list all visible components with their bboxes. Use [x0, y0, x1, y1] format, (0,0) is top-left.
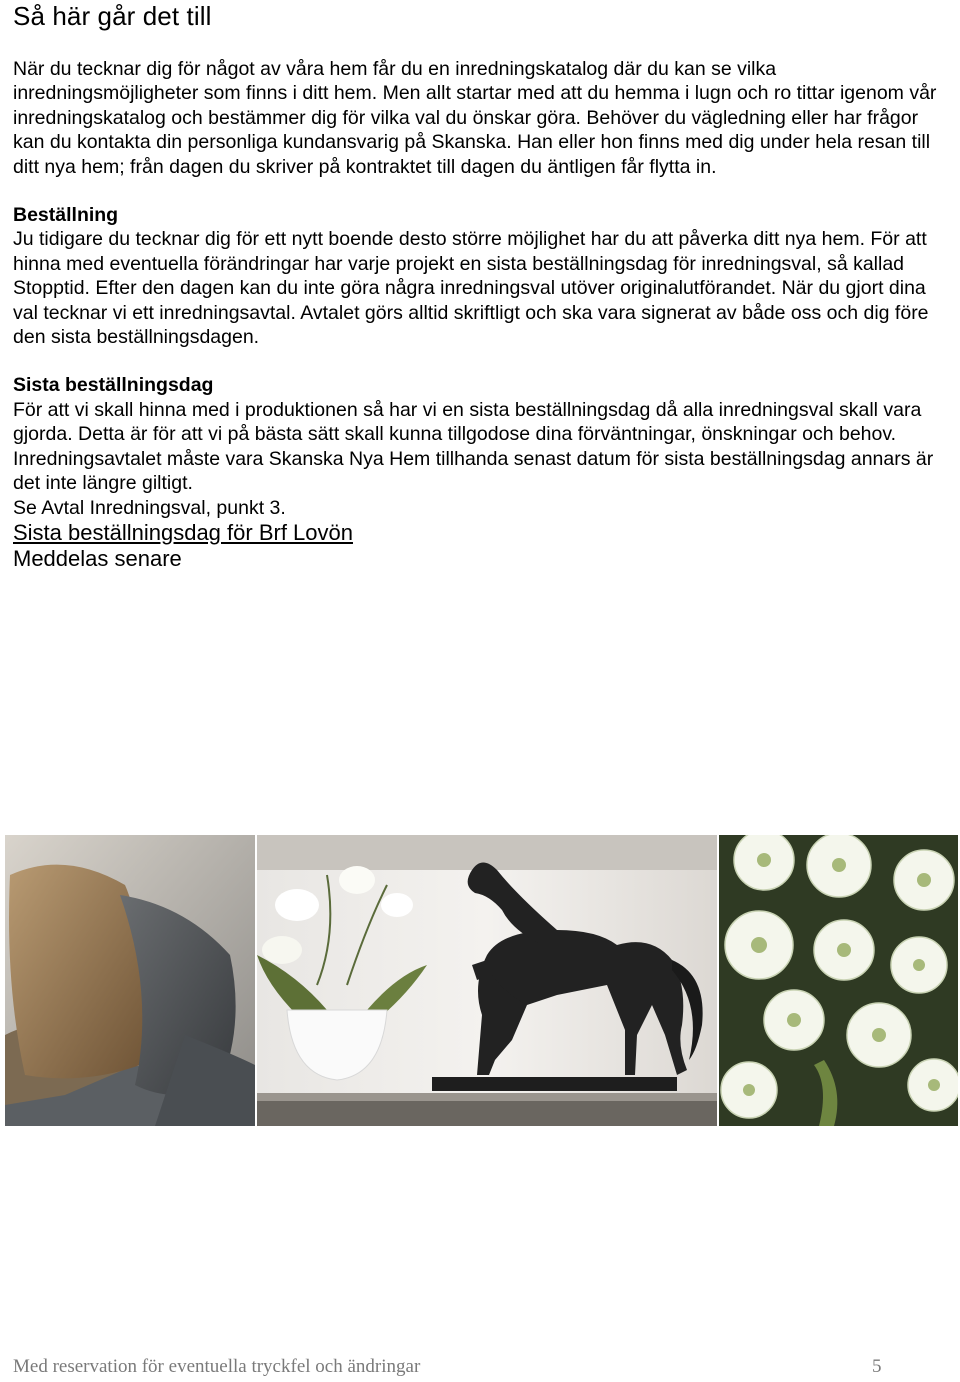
section-heading-sista-bestallningsdag: Sista beställningsdag — [13, 374, 214, 397]
document-body — [13, 57, 948, 572]
intro-paragraph: När du tecknar dig för något av våra hem får du en inredningskatalog där du kan se vilka inredningsmöjligheter som finns i ditt hem. Men allt startar med att du hemma i lugn och ro tittar igenom vår inredningskatalog och bestämmer dig för vilka val du önskar göra. Behöver du vägledning eller har frågor kan du kontakta din personliga kundansvarig på Skanska. Han eller hon finns med dig under hela resan till ditt nya hem; från dagen du skriver på kontraktet till dagen du äntligen får flytta in. — [13, 58, 937, 178]
section-body-paragraph-2: Inredningsavtalet måste vara Skanska Nya Hem tillhanda senast datum för sista beställningsdag annars är det inte längre giltigt. — [13, 447, 934, 495]
section-body-paragraph-3: Se Avtal Inredningsval, punkt 3. — [13, 496, 286, 519]
page-title: Så här går det till — [13, 1, 212, 31]
section-body-paragraph-1: För att vi skall hinna med i produktionen så har vi en sista beställningsdag då alla inredningsval skall vara gjorda. Detta är för att vi på bästa sätt skall kunna tillgodose dina förväntningar, önskningar och behov. — [13, 398, 922, 446]
project-deadline-heading: Sista beställningsdag för Brf Lovön — [13, 519, 353, 545]
photo-strip — [5, 835, 958, 1126]
horse-sculpture-photo — [257, 835, 717, 1126]
page-number: 5 — [872, 1356, 882, 1377]
project-deadline-note: Meddelas senare — [13, 545, 182, 571]
section-heading-bestallning: Beställning — [13, 204, 119, 227]
sofa-cushions-photo — [5, 835, 255, 1126]
footer-disclaimer: Med reservation för eventuella tryckfel och ändringar — [13, 1356, 421, 1377]
section-body-bestallning: Ju tidigare du tecknar dig för ett nytt boende desto större möjlighet har du att påverka ditt nya hem. För att hinna med eventuella förändringar har varje projekt en sista beställningsdag för inredningsval, så kallad Stopptid. Efter den dagen kan du inte göra några inredningsval utöver originalutförandet. När du gjort dina val tecknar vi ett inredningsavtal. Avtalet görs alltid skriftligt och ska vara signerat av både oss och dig före den sista beställningsdagen. — [13, 228, 929, 349]
white-flowers-photo — [719, 835, 958, 1126]
